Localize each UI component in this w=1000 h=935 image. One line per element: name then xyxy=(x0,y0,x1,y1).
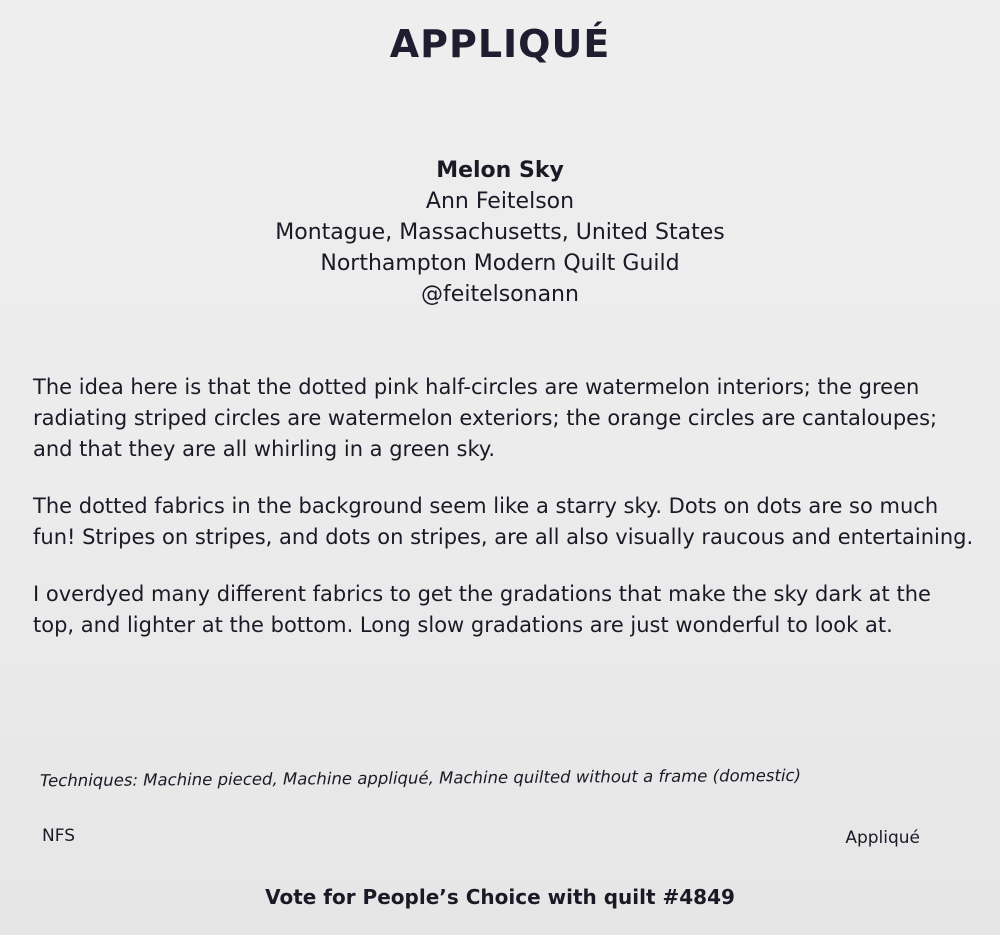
maker-location: Montague, Massachusetts, United States xyxy=(275,220,725,245)
statement-paragraph: I overdyed many different fabrics to get the gradations that make the sky dark at the top, and lighter at the bottom. Long slow gradations are just wonderful to look at. xyxy=(33,582,931,637)
statement-paragraph: The dotted fabrics in the background seem like a starry sky. Dots on dots are so much fun! Stripes on stripes, and dots on stripes, are all also visually raucous and entertaining. xyxy=(33,494,974,549)
techniques-line: Techniques: Machine pieced, Machine appliqué, Machine quilted without a frame (domestic) xyxy=(39,765,802,791)
social-handle: @feitelsonann xyxy=(421,282,579,307)
quilt-title: Melon Sky xyxy=(436,158,564,183)
category-title: APPLIQUÉ xyxy=(389,22,611,66)
category-tag: Appliqué xyxy=(845,828,920,848)
artist-statement xyxy=(33,372,978,667)
guild-name: Northampton Modern Quilt Guild xyxy=(320,251,680,276)
quilt-info xyxy=(0,155,1000,310)
statement-paragraph: The idea here is that the dotted pink half-circles are watermelon interiors; the green radiating striped circles are watermelon exteriors; the orange circles are cantaloupes; and that they are all whirling in a green sky. xyxy=(33,375,938,461)
vote-instruction: Vote for People’s Choice with quilt #4849 xyxy=(265,885,735,909)
maker-name: Ann Feitelson xyxy=(425,189,575,214)
sale-status: NFS xyxy=(42,826,75,846)
